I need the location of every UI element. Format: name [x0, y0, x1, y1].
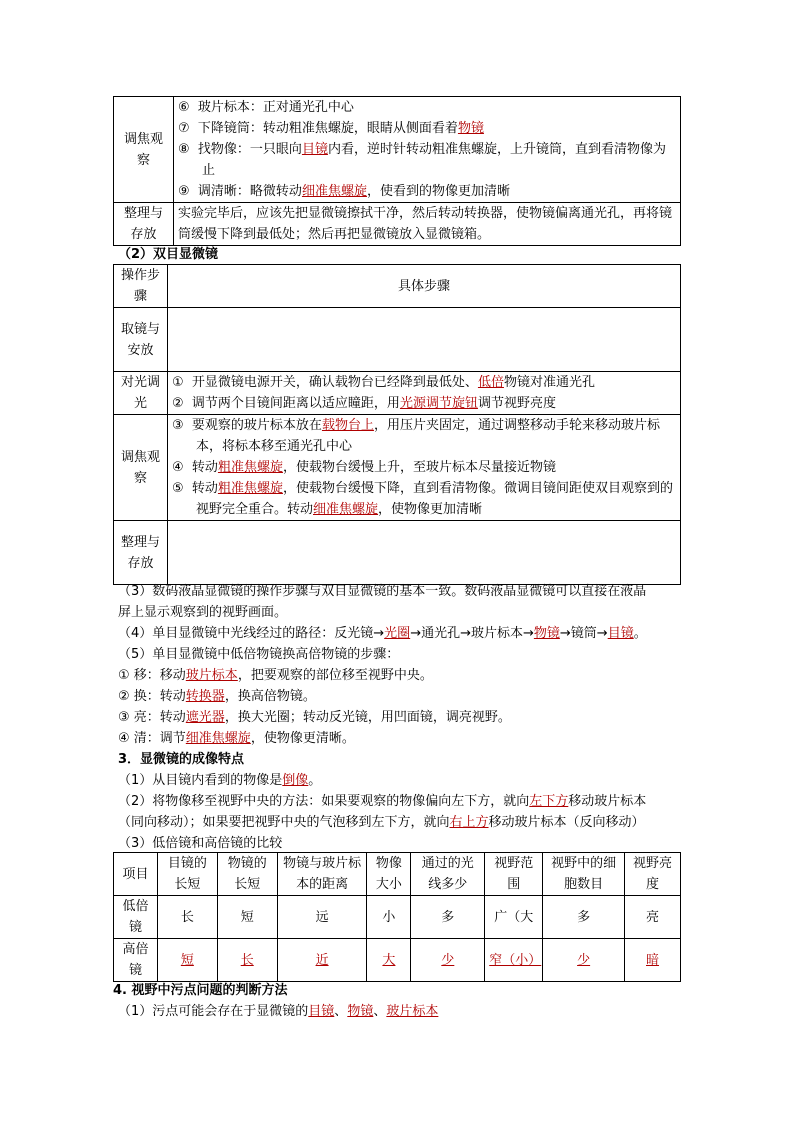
heading-spots: 4. 视野中污点问题的判断方法 — [113, 983, 288, 998]
paragraph-3-2a: （2）将物像移至视野中央的方法：如果要观察的物像偏向左下方，就向左下方移动玻片标本 — [118, 794, 647, 809]
table-row-low — [114, 896, 681, 939]
table-cell: 大 — [367, 939, 411, 982]
heading-imaging: 3．显微镜的成像特点 — [118, 752, 245, 767]
list-item: ⑧ 找物像：一只眼向目镜内看，逆时针转动粗准焦螺旋，上升镜筒，直到看清物像为止 — [178, 142, 666, 178]
table-cell: 短 — [157, 939, 217, 982]
col-header: 物镜的长短 — [217, 853, 277, 896]
row-label-store: 整理与存放 — [114, 203, 174, 246]
table-cell: 近 — [277, 939, 367, 982]
table-cell: 广（大 — [485, 896, 543, 939]
paragraph-4: （4）单目显微镜中光线经过的路径：反光镜→光圈→通光孔→玻片标本→物镜→镜筒→目镜。 — [118, 626, 647, 641]
setup-cell — [168, 308, 681, 372]
col-header: 项目 — [114, 853, 158, 896]
row-label-setup: 取镜与安放 — [114, 308, 168, 372]
focus-cell-2 — [168, 415, 681, 521]
list-item: ⑤ 转动粗准焦螺旋，使载物台缓慢下降，直到看清物像。微调目镜间距使双目观察到的视野完全重合。转动细准焦螺旋，使物像更加清晰 — [172, 481, 673, 517]
row-label-light: 对光调光 — [114, 372, 168, 415]
focus-steps-cell — [174, 97, 681, 203]
list-item: ④ 转动粗准焦螺旋，使载物台缓慢上升，至玻片标本尽量接近物镜 — [172, 460, 556, 475]
header-details: 具体步骤 — [168, 265, 681, 308]
comparison-table — [113, 852, 681, 982]
header-operation: 操作步骤 — [114, 265, 168, 308]
table-header-row — [114, 853, 681, 896]
section-title-binocular: （2）双目显微镜 — [118, 247, 219, 262]
table-cell: 高倍镜 — [114, 939, 158, 982]
paragraph-5: （5）单目显微镜中低倍物镜换高倍物镜的步骤： — [118, 647, 400, 662]
table-cell: 低倍镜 — [114, 896, 158, 939]
table-cell: 多 — [543, 896, 625, 939]
list-item: ⑦ 下降镜筒：转动粗准焦螺旋，眼睛从侧面看着物镜 — [178, 121, 484, 136]
list-item: ② 调节两个目镜间距离以适应瞳距，用光源调节旋钮调节视野亮度 — [172, 396, 556, 411]
store-cell-2 — [168, 521, 681, 585]
paragraph-3-2b: （同向移动）；如果要把视野中央的气泡移到左下方，就向右上方移动玻片标本（反向移动） — [118, 815, 645, 830]
col-header: 通过的光线多少 — [411, 853, 485, 896]
col-header: 物像大小 — [367, 853, 411, 896]
col-header: 目镜的长短 — [157, 853, 217, 896]
list-item: ① 开显微镜电源开关，确认载物台已经降到最低处、低倍物镜对准通光孔 — [172, 375, 595, 390]
table-cell: 远 — [277, 896, 367, 939]
table-cell: 少 — [543, 939, 625, 982]
table-cell: 多 — [411, 896, 485, 939]
step-move: ① 移：移动玻片标本，把要观察的部位移至视野中央。 — [118, 668, 433, 683]
paragraph-3-3: （3）低倍镜和高倍镜的比较 — [118, 836, 283, 851]
table-row-high — [114, 939, 681, 982]
paragraph-3b: 屏上显示观察到的视野画面。 — [118, 605, 288, 620]
table-row — [114, 415, 681, 521]
step-brighten: ③ 亮：转动遮光器，换大光圈；转动反光镜，用凹面镜，调亮视野。 — [118, 710, 511, 725]
table-row — [114, 203, 681, 246]
table-cell: 亮 — [625, 896, 681, 939]
table-row — [114, 265, 681, 308]
table-cell: 暗 — [625, 939, 681, 982]
microscope-steps-table-1 — [113, 96, 681, 246]
table-cell: 窄（小） — [485, 939, 543, 982]
row-label-store-2: 整理与存放 — [114, 521, 168, 585]
paragraph-3a: （3）数码液晶显微镜的操作步骤与双目显微镜的基本一致。数码液晶显微镜可以直接在液晶 — [118, 584, 647, 599]
paragraph-4-1: （1）污点可能会存在于显微镜的目镜、物镜、玻片标本 — [118, 1004, 439, 1019]
list-item: ③ 要观察的玻片标本放在载物台上，用压片夹固定，通过调整移动手轮来移动玻片标本，将标本移至通光孔中心 — [172, 418, 660, 454]
list-item: ⑨ 调清晰：略微转动细准焦螺旋，使看到的物像更加清晰 — [178, 184, 510, 199]
row-label-focus: 调焦观察 — [114, 97, 174, 203]
col-header: 视野亮度 — [625, 853, 681, 896]
light-cell — [168, 372, 681, 415]
col-header: 视野范围 — [485, 853, 543, 896]
table-row — [114, 308, 681, 372]
table-cell: 长 — [157, 896, 217, 939]
table-row — [114, 97, 681, 203]
step-clear: ④ 清：调节细准焦螺旋，使物像更清晰。 — [118, 731, 355, 746]
table-row — [114, 372, 681, 415]
store-text-cell: 实验完毕后，应该先把显微镜擦拭干净，然后转动转换器，使物镜偏离通光孔，再将镜筒缓慢下降到最低处；然后再把显微镜放入显微镜箱。 — [174, 203, 681, 246]
table-row — [114, 521, 681, 585]
table-cell: 小 — [367, 896, 411, 939]
col-header: 物镜与玻片标本的距离 — [277, 853, 367, 896]
list-item: ⑥ 玻片标本：正对通光孔中心 — [178, 100, 354, 115]
step-switch: ② 换：转动转换器，换高倍物镜。 — [118, 689, 316, 704]
row-label-focus-2: 调焦观察 — [114, 415, 168, 521]
col-header: 视野中的细胞数目 — [543, 853, 625, 896]
table-cell: 短 — [217, 896, 277, 939]
table-cell: 长 — [217, 939, 277, 982]
binocular-steps-table — [113, 264, 681, 585]
paragraph-3-1: （1）从目镜内看到的物像是倒像。 — [118, 773, 322, 788]
table-cell: 少 — [411, 939, 485, 982]
